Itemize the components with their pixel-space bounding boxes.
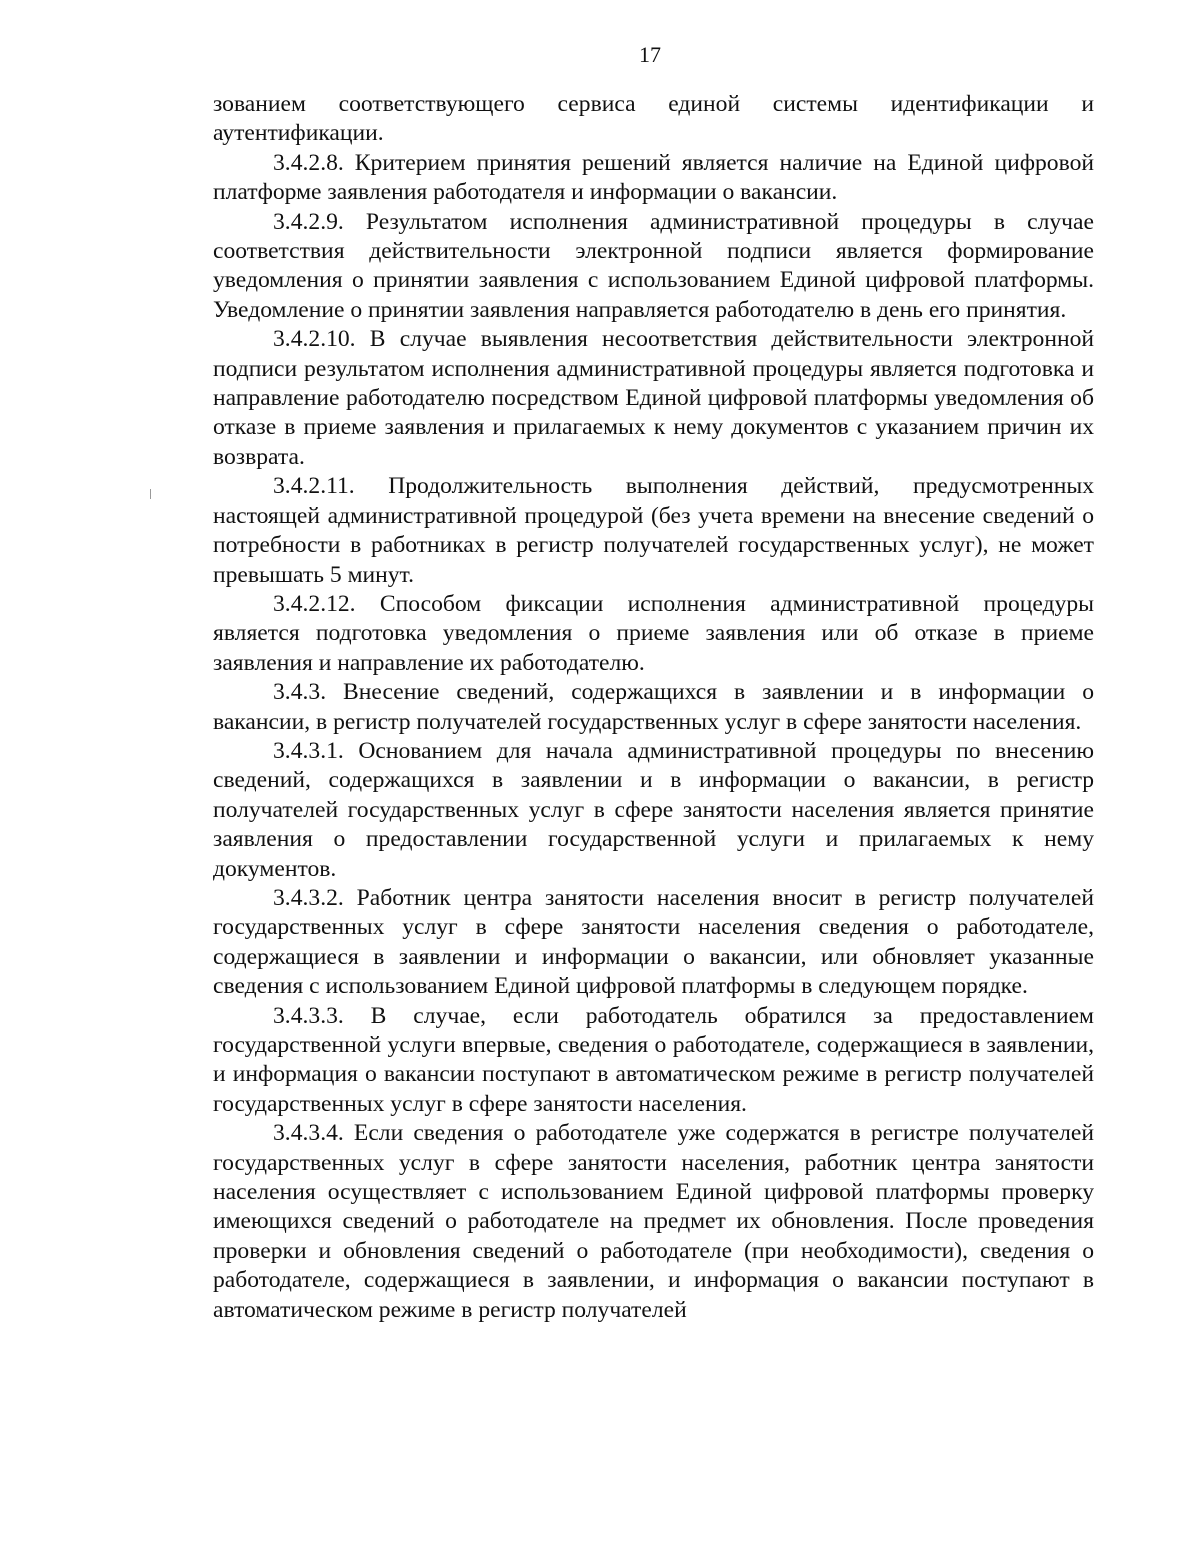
paragraph-3-4-2-9: 3.4.2.9. Результатом исполнения административной процедуры в случае соответствия действительности электронной подписи является формирование уведомления о принятии заявления с использованием Единой цифровой платформы. Уведомление о принятии заявления направляется работодателю в день его принятия. bbox=[213, 208, 1094, 323]
paragraph-3-4-3-4: 3.4.3.4. Если сведения о работодателе уже содержатся в регистре получателей государственных услуг в сфере занятости населения, работник центра занятости населения осуществляет с использованием Единой цифровой платформы проверку имеющихся сведений о работодателе на предмет их обновления. После проведения проверки и обновления сведений о работодателе (при необходимости), сведения о работодателе, содержащиеся в заявлении, и информация о вакансии поступают в автоматическом режиме в регистр получателей bbox=[213, 1120, 1094, 1323]
paragraph-continuation: зованием соответствующего сервиса единой системы идентификации и аутентификации. bbox=[213, 91, 1094, 147]
page-number: 17 bbox=[639, 42, 661, 67]
paragraph-3-4-2-11: 3.4.2.11. Продолжительность выполнения действий, предусмотренных настоящей административной процедурой (без учета времени на внесение сведений о потребности в работниках в регистр получателей государственных услуг), не может превышать 5 минут. bbox=[213, 473, 1094, 588]
paragraph-3-4-3-3: 3.4.3.3. В случае, если работодатель обратился за предоставлением государственной услуги впервые, сведения о работодателе, содержащиеся в заявлении, и информация о вакансии поступают в автоматическом режиме в регистр получателей государственных услуг в сфере занятости населения. bbox=[213, 1002, 1094, 1117]
paragraph-3-4-3-2: 3.4.3.2. Работник центра занятости населения вносит в регистр получателей государственных услуг в сфере занятости населения сведения о работодателе, содержащиеся в заявлении и информации о вакансии, или обновляет указанные сведения с использованием Единой цифровой платформы в следующем порядке. bbox=[213, 884, 1094, 1000]
paragraph-3-4-2-12: 3.4.2.12. Способом фиксации исполнения административной процедуры является подготовка уведомления о приеме заявления или об отказе в приеме заявления и направление их работодателю. bbox=[213, 590, 1094, 676]
paragraph-3-4-3: 3.4.3. Внесение сведений, содержащихся в заявлении и в информации о вакансии, в регистр получателей государственных услуг в сфере занятости населения. bbox=[213, 679, 1094, 735]
document-body bbox=[213, 90, 1094, 1325]
scan-artifact-mark bbox=[150, 489, 151, 499]
paragraph-3-4-3-1: 3.4.3.1. Основанием для начала административной процедуры по внесению сведений, содержащихся в заявлении и в информации о вакансии, в регистр получателей государственных услуг в сфере занятости населения является принятие заявления о предоставлении государственной услуги и прилагаемых к нему документов. bbox=[213, 737, 1094, 882]
paragraph-3-4-2-10: 3.4.2.10. В случае выявления несоответствия действительности электронной подписи результатом исполнения административной процедуры является подготовка и направление работодателю посредством Единой цифровой платформы уведомления об отказе в приеме заявления и прилагаемых к нему документов с указанием причин их возврата. bbox=[213, 326, 1094, 470]
paragraph-3-4-2-8: 3.4.2.8. Критерием принятия решений является наличие на Единой цифровой платформе заявления работодателя и информации о вакансии. bbox=[213, 149, 1094, 206]
